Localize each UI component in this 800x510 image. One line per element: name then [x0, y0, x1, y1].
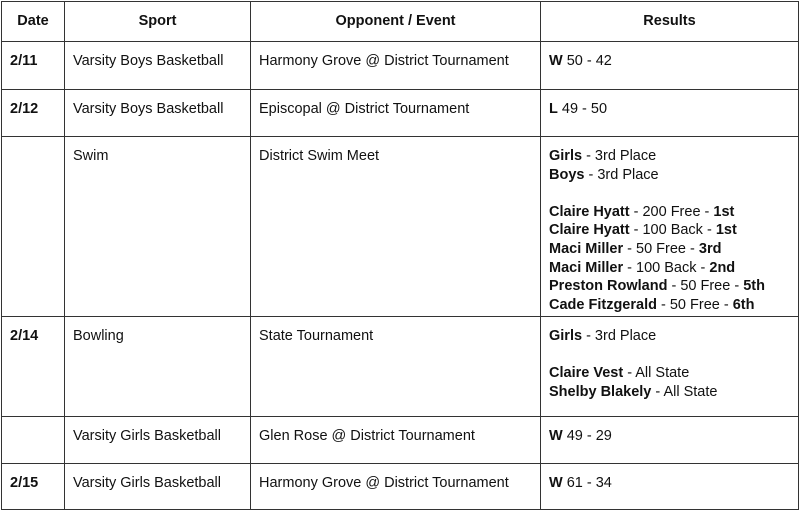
individual-result: Maci Miller - 50 Free - 3rd: [549, 240, 722, 257]
results-table: [1, 1, 799, 510]
score: 61 - 34: [562, 475, 612, 491]
outcome: L: [549, 101, 558, 117]
date-cell: [2, 137, 65, 317]
opponent-cell: State Tournament: [251, 317, 541, 417]
sport-cell: Varsity Girls Basketball: [65, 464, 251, 510]
result-cell: [541, 42, 799, 90]
individual-result: Maci Miller - 100 Back - 2nd: [549, 259, 736, 276]
header-results: Results: [541, 2, 799, 42]
table-row: [2, 464, 799, 510]
score: 49 - 50: [557, 101, 608, 117]
opponent-cell: District Swim Meet: [251, 137, 541, 317]
outcome: W: [549, 475, 563, 491]
date-cell: [2, 417, 65, 464]
outcome: W: [549, 428, 563, 444]
result-cell: [541, 90, 799, 137]
header-row: [2, 2, 799, 42]
team-result: Girls - 3rd Place: [549, 328, 657, 344]
sport-cell: Bowling: [65, 317, 251, 417]
header-date: Date: [2, 2, 65, 42]
individual-result: Claire Hyatt - 100 Back - 1st: [549, 222, 737, 239]
result-cell: [541, 317, 799, 417]
score: 49 - 29: [562, 428, 612, 444]
individual-result: Preston Rowland - 50 Free - 5th: [549, 278, 765, 295]
result-cell: [541, 137, 799, 317]
table-row: [2, 317, 799, 417]
outcome: W: [549, 53, 563, 69]
table-row: [2, 90, 799, 137]
table-row: [2, 42, 799, 90]
header-opponent: Opponent / Event: [251, 2, 541, 42]
opponent-cell: Episcopal @ District Tournament: [251, 90, 541, 137]
header-sport: Sport: [65, 2, 251, 42]
sport-cell: Varsity Boys Basketball: [65, 42, 251, 90]
date-cell: 2/15: [2, 464, 65, 510]
date-cell: 2/14: [2, 317, 65, 417]
opponent-cell: Harmony Grove @ District Tournament: [251, 464, 541, 510]
table-row: [2, 137, 799, 317]
table-row: [2, 417, 799, 464]
spacer: [549, 346, 798, 365]
date-cell: 2/11: [2, 42, 65, 90]
individual-result: Claire Hyatt - 200 Free - 1st: [549, 203, 735, 220]
sport-cell: Varsity Boys Basketball: [65, 90, 251, 137]
sport-cell: Swim: [65, 137, 251, 317]
result-cell: [541, 464, 799, 510]
individual-result: Shelby Blakely - All State: [549, 383, 718, 400]
individual-result: Claire Vest - All State: [549, 365, 690, 382]
spacer: [549, 184, 798, 203]
sport-cell: Varsity Girls Basketball: [65, 417, 251, 464]
score: 50 - 42: [562, 53, 612, 69]
individual-result: Cade Fitzgerald - 50 Free - 6th: [549, 296, 755, 313]
date-cell: 2/12: [2, 90, 65, 137]
opponent-cell: Glen Rose @ District Tournament: [251, 417, 541, 464]
opponent-cell: Harmony Grove @ District Tournament: [251, 42, 541, 90]
team-result: Girls - 3rd Place: [549, 148, 657, 164]
result-cell: [541, 417, 799, 464]
team-result: Boys - 3rd Place: [549, 166, 659, 183]
